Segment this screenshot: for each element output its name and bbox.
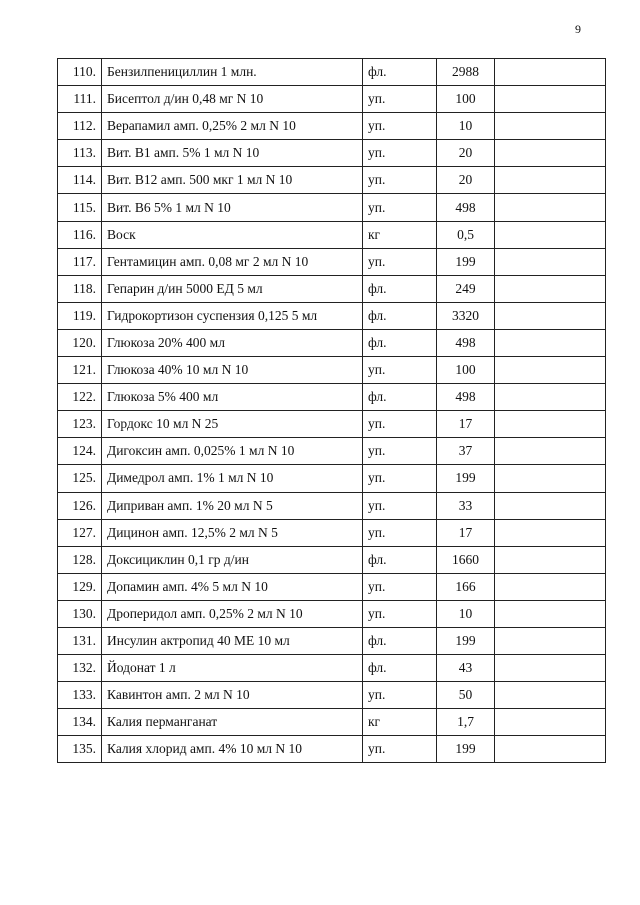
item-quantity: 100 bbox=[437, 357, 495, 384]
item-extra bbox=[495, 573, 606, 600]
item-extra bbox=[495, 86, 606, 113]
item-extra bbox=[495, 248, 606, 275]
item-quantity: 37 bbox=[437, 438, 495, 465]
item-extra bbox=[495, 329, 606, 356]
row-number: 117. bbox=[58, 248, 102, 275]
row-number: 113. bbox=[58, 140, 102, 167]
item-unit: фл. bbox=[363, 302, 437, 329]
row-number: 132. bbox=[58, 655, 102, 682]
row-number: 120. bbox=[58, 329, 102, 356]
table-row bbox=[58, 167, 606, 194]
row-number: 135. bbox=[58, 736, 102, 763]
item-name: Глюкоза 40% 10 мл N 10 bbox=[102, 357, 363, 384]
table-row bbox=[58, 275, 606, 302]
item-extra bbox=[495, 736, 606, 763]
table-row bbox=[58, 194, 606, 221]
item-name: Дицинон амп. 12,5% 2 мл N 5 bbox=[102, 519, 363, 546]
item-quantity: 100 bbox=[437, 86, 495, 113]
row-number: 134. bbox=[58, 709, 102, 736]
item-name: Вит. В12 амп. 500 мкг 1 мл N 10 bbox=[102, 167, 363, 194]
row-number: 124. bbox=[58, 438, 102, 465]
row-number: 126. bbox=[58, 492, 102, 519]
item-unit: уп. bbox=[363, 465, 437, 492]
table-row bbox=[58, 627, 606, 654]
table-row bbox=[58, 140, 606, 167]
item-unit: уп. bbox=[363, 113, 437, 140]
item-extra bbox=[495, 140, 606, 167]
row-number: 131. bbox=[58, 627, 102, 654]
item-name: Гордокс 10 мл N 25 bbox=[102, 411, 363, 438]
item-quantity: 20 bbox=[437, 167, 495, 194]
item-name: Калия перманганат bbox=[102, 709, 363, 736]
item-quantity: 1,7 bbox=[437, 709, 495, 736]
item-name: Верапамил амп. 0,25% 2 мл N 10 bbox=[102, 113, 363, 140]
row-number: 127. bbox=[58, 519, 102, 546]
table-row bbox=[58, 113, 606, 140]
row-number: 122. bbox=[58, 384, 102, 411]
item-name: Йодонат 1 л bbox=[102, 655, 363, 682]
item-quantity: 2988 bbox=[437, 59, 495, 86]
table-row bbox=[58, 438, 606, 465]
row-number: 119. bbox=[58, 302, 102, 329]
item-name: Димедрол амп. 1% 1 мл N 10 bbox=[102, 465, 363, 492]
item-extra bbox=[495, 655, 606, 682]
item-extra bbox=[495, 59, 606, 86]
item-name: Калия хлорид амп. 4% 10 мл N 10 bbox=[102, 736, 363, 763]
item-quantity: 33 bbox=[437, 492, 495, 519]
row-number: 118. bbox=[58, 275, 102, 302]
table-row bbox=[58, 519, 606, 546]
row-number: 111. bbox=[58, 86, 102, 113]
table-row bbox=[58, 600, 606, 627]
table-row bbox=[58, 302, 606, 329]
table-row bbox=[58, 546, 606, 573]
item-name: Допамин амп. 4% 5 мл N 10 bbox=[102, 573, 363, 600]
item-unit: фл. bbox=[363, 546, 437, 573]
item-unit: кг bbox=[363, 709, 437, 736]
item-name: Гепарин д/ин 5000 ЕД 5 мл bbox=[102, 275, 363, 302]
item-extra bbox=[495, 600, 606, 627]
table-row bbox=[58, 221, 606, 248]
item-quantity: 498 bbox=[437, 329, 495, 356]
row-number: 121. bbox=[58, 357, 102, 384]
item-extra bbox=[495, 492, 606, 519]
table-row bbox=[58, 411, 606, 438]
item-unit: фл. bbox=[363, 627, 437, 654]
table-row bbox=[58, 59, 606, 86]
table-row bbox=[58, 357, 606, 384]
table-row bbox=[58, 682, 606, 709]
row-number: 112. bbox=[58, 113, 102, 140]
item-quantity: 199 bbox=[437, 248, 495, 275]
item-unit: уп. bbox=[363, 736, 437, 763]
item-extra bbox=[495, 167, 606, 194]
item-unit: уп. bbox=[363, 411, 437, 438]
item-extra bbox=[495, 438, 606, 465]
item-unit: фл. bbox=[363, 384, 437, 411]
table-row bbox=[58, 86, 606, 113]
item-name: Диприван амп. 1% 20 мл N 5 bbox=[102, 492, 363, 519]
item-quantity: 199 bbox=[437, 465, 495, 492]
item-extra bbox=[495, 384, 606, 411]
item-unit: уп. bbox=[363, 140, 437, 167]
table-row bbox=[58, 465, 606, 492]
item-name: Бисептол д/ин 0,48 мг N 10 bbox=[102, 86, 363, 113]
item-quantity: 498 bbox=[437, 384, 495, 411]
item-extra bbox=[495, 709, 606, 736]
item-extra bbox=[495, 627, 606, 654]
row-number: 125. bbox=[58, 465, 102, 492]
item-extra bbox=[495, 465, 606, 492]
table-row bbox=[58, 709, 606, 736]
item-quantity: 3320 bbox=[437, 302, 495, 329]
item-name: Дигоксин амп. 0,025% 1 мл N 10 bbox=[102, 438, 363, 465]
item-quantity: 10 bbox=[437, 600, 495, 627]
item-name: Воск bbox=[102, 221, 363, 248]
row-number: 128. bbox=[58, 546, 102, 573]
item-unit: уп. bbox=[363, 194, 437, 221]
item-name: Доксициклин 0,1 гр д/ин bbox=[102, 546, 363, 573]
item-name: Дроперидол амп. 0,25% 2 мл N 10 bbox=[102, 600, 363, 627]
item-quantity: 199 bbox=[437, 736, 495, 763]
item-extra bbox=[495, 411, 606, 438]
item-unit: уп. bbox=[363, 248, 437, 275]
item-unit: кг bbox=[363, 221, 437, 248]
row-number: 123. bbox=[58, 411, 102, 438]
item-name: Бензилпенициллин 1 млн. bbox=[102, 59, 363, 86]
item-quantity: 50 bbox=[437, 682, 495, 709]
item-unit: уп. bbox=[363, 438, 437, 465]
item-unit: уп. bbox=[363, 573, 437, 600]
item-name: Гидрокортизон суспензия 0,125 5 мл bbox=[102, 302, 363, 329]
item-quantity: 199 bbox=[437, 627, 495, 654]
item-quantity: 1660 bbox=[437, 546, 495, 573]
item-extra bbox=[495, 682, 606, 709]
item-quantity: 43 bbox=[437, 655, 495, 682]
item-name: Кавинтон амп. 2 мл N 10 bbox=[102, 682, 363, 709]
item-quantity: 0,5 bbox=[437, 221, 495, 248]
row-number: 114. bbox=[58, 167, 102, 194]
item-unit: уп. bbox=[363, 600, 437, 627]
table-row bbox=[58, 248, 606, 275]
row-number: 129. bbox=[58, 573, 102, 600]
table-row bbox=[58, 384, 606, 411]
item-unit: уп. bbox=[363, 357, 437, 384]
item-quantity: 10 bbox=[437, 113, 495, 140]
item-extra bbox=[495, 519, 606, 546]
item-name: Глюкоза 20% 400 мл bbox=[102, 329, 363, 356]
item-extra bbox=[495, 302, 606, 329]
item-quantity: 249 bbox=[437, 275, 495, 302]
item-unit: фл. bbox=[363, 275, 437, 302]
row-number: 115. bbox=[58, 194, 102, 221]
item-extra bbox=[495, 194, 606, 221]
item-quantity: 166 bbox=[437, 573, 495, 600]
row-number: 110. bbox=[58, 59, 102, 86]
item-unit: фл. bbox=[363, 59, 437, 86]
item-name: Глюкоза 5% 400 мл bbox=[102, 384, 363, 411]
item-unit: уп. bbox=[363, 86, 437, 113]
item-unit: уп. bbox=[363, 519, 437, 546]
row-number: 133. bbox=[58, 682, 102, 709]
row-number: 116. bbox=[58, 221, 102, 248]
item-extra bbox=[495, 357, 606, 384]
item-name: Вит. В6 5% 1 мл N 10 bbox=[102, 194, 363, 221]
item-name: Инсулин актропид 40 МЕ 10 мл bbox=[102, 627, 363, 654]
item-name: Гентамицин амп. 0,08 мг 2 мл N 10 bbox=[102, 248, 363, 275]
table-row bbox=[58, 655, 606, 682]
item-extra bbox=[495, 113, 606, 140]
medication-table bbox=[57, 58, 606, 763]
item-name: Вит. В1 амп. 5% 1 мл N 10 bbox=[102, 140, 363, 167]
item-unit: уп. bbox=[363, 167, 437, 194]
item-extra bbox=[495, 275, 606, 302]
item-quantity: 17 bbox=[437, 411, 495, 438]
item-quantity: 20 bbox=[437, 140, 495, 167]
item-quantity: 17 bbox=[437, 519, 495, 546]
item-unit: фл. bbox=[363, 655, 437, 682]
table-row bbox=[58, 736, 606, 763]
item-unit: уп. bbox=[363, 682, 437, 709]
row-number: 130. bbox=[58, 600, 102, 627]
page-number: 9 bbox=[575, 22, 581, 36]
item-extra bbox=[495, 546, 606, 573]
item-unit: уп. bbox=[363, 492, 437, 519]
table-row bbox=[58, 573, 606, 600]
item-quantity: 498 bbox=[437, 194, 495, 221]
item-extra bbox=[495, 221, 606, 248]
item-unit: фл. bbox=[363, 329, 437, 356]
table-row bbox=[58, 329, 606, 356]
table-row bbox=[58, 492, 606, 519]
